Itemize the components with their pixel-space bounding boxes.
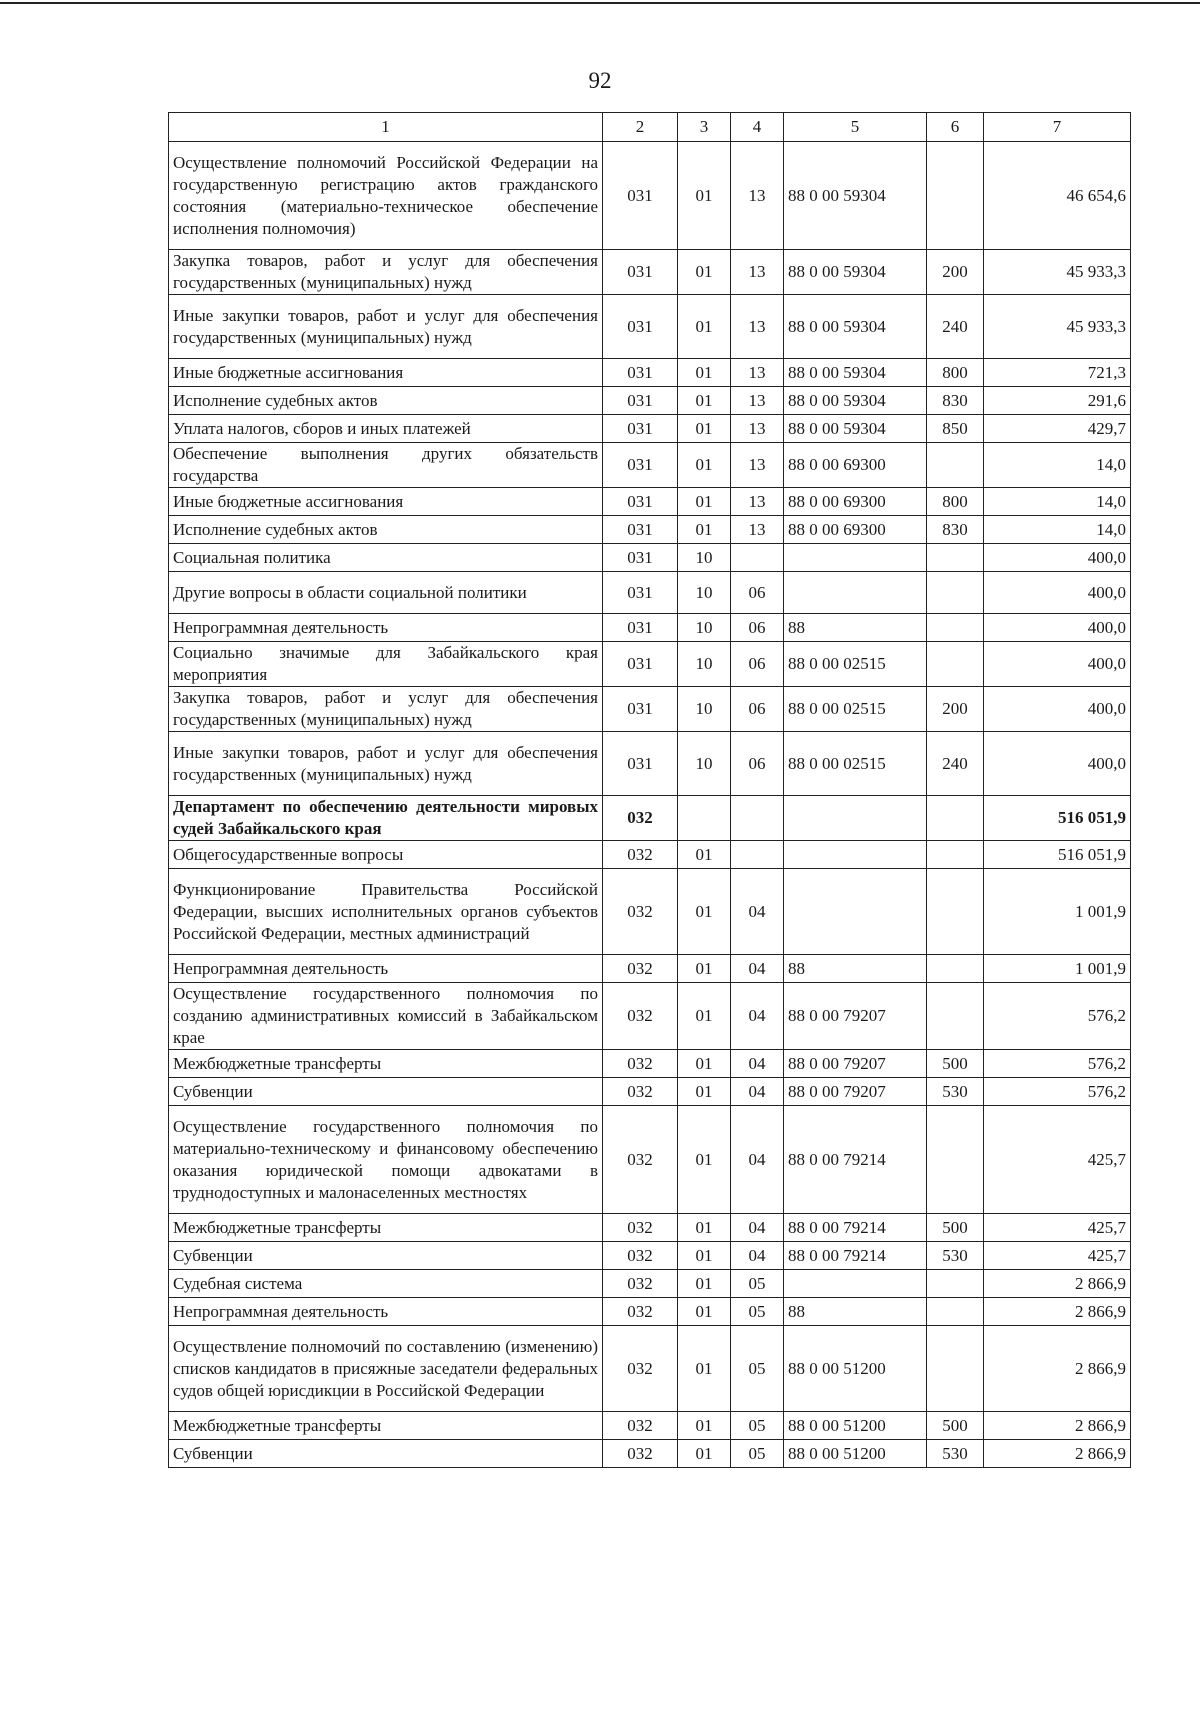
row-name-cell: Межбюджетные трансферты [169, 1214, 603, 1242]
row-name-cell: Исполнение судебных актов [169, 516, 603, 544]
section-code-cell: 01 [678, 516, 731, 544]
table-row [169, 869, 1131, 955]
target-article-cell [784, 1270, 927, 1298]
amount-cell: 291,6 [984, 387, 1131, 415]
section-code-cell: 01 [678, 443, 731, 488]
subsection-code-cell: 06 [731, 614, 784, 642]
expense-type-cell: 240 [927, 295, 984, 359]
amount-cell: 400,0 [984, 642, 1131, 687]
admin-code-cell: 032 [603, 1050, 678, 1078]
table-row [169, 1412, 1131, 1440]
budget-table [168, 112, 1131, 1468]
target-article-cell: 88 0 00 69300 [784, 443, 927, 488]
expense-type-cell: 530 [927, 1242, 984, 1270]
table-row [169, 1050, 1131, 1078]
section-code-cell: 01 [678, 142, 731, 250]
section-code-cell: 01 [678, 250, 731, 295]
subsection-code-cell: 06 [731, 642, 784, 687]
row-name-cell: Функционирование Правительства Российской Федерации, высших исполнительных органов субъектов Российской Федерации, местных администраций [169, 869, 603, 955]
amount-cell: 425,7 [984, 1106, 1131, 1214]
target-article-cell: 88 [784, 614, 927, 642]
table-row [169, 250, 1131, 295]
amount-cell: 429,7 [984, 415, 1131, 443]
amount-cell: 1 001,9 [984, 869, 1131, 955]
admin-code-cell: 031 [603, 250, 678, 295]
header-cell-7: 7 [984, 113, 1131, 142]
amount-cell: 576,2 [984, 1050, 1131, 1078]
target-article-cell: 88 0 00 59304 [784, 359, 927, 387]
section-code-cell: 01 [678, 359, 731, 387]
admin-code-cell: 032 [603, 869, 678, 955]
section-code-cell: 01 [678, 295, 731, 359]
section-code-cell: 01 [678, 1242, 731, 1270]
row-name-cell: Закупка товаров, работ и услуг для обеспечения государственных (муниципальных) нужд [169, 687, 603, 732]
table-row [169, 796, 1131, 841]
header-row [169, 113, 1131, 142]
admin-code-cell: 031 [603, 359, 678, 387]
amount-cell: 45 933,3 [984, 295, 1131, 359]
admin-code-cell: 031 [603, 142, 678, 250]
section-code-cell: 10 [678, 732, 731, 796]
target-article-cell: 88 0 00 59304 [784, 415, 927, 443]
section-code-cell [678, 796, 731, 841]
amount-cell: 46 654,6 [984, 142, 1131, 250]
table-row [169, 642, 1131, 687]
subsection-code-cell: 06 [731, 687, 784, 732]
table-row [169, 841, 1131, 869]
section-code-cell: 01 [678, 1078, 731, 1106]
table-row [169, 488, 1131, 516]
admin-code-cell: 031 [603, 687, 678, 732]
expense-type-cell: 240 [927, 732, 984, 796]
amount-cell: 400,0 [984, 687, 1131, 732]
expense-type-cell [927, 443, 984, 488]
row-name-cell: Другие вопросы в области социальной политики [169, 572, 603, 614]
admin-code-cell: 032 [603, 1242, 678, 1270]
target-article-cell: 88 0 00 59304 [784, 387, 927, 415]
expense-type-cell [927, 142, 984, 250]
target-article-cell: 88 0 00 02515 [784, 732, 927, 796]
subsection-code-cell: 13 [731, 250, 784, 295]
row-name-cell: Судебная система [169, 1270, 603, 1298]
subsection-code-cell: 05 [731, 1270, 784, 1298]
admin-code-cell: 031 [603, 544, 678, 572]
header-cell-4: 4 [731, 113, 784, 142]
row-name-cell: Иные закупки товаров, работ и услуг для обеспечения государственных (муниципальных) нужд [169, 295, 603, 359]
amount-cell: 400,0 [984, 732, 1131, 796]
target-article-cell: 88 0 00 02515 [784, 687, 927, 732]
row-name-cell: Иные бюджетные ассигнования [169, 359, 603, 387]
table-row [169, 1106, 1131, 1214]
subsection-code-cell [731, 544, 784, 572]
expense-type-cell [927, 642, 984, 687]
page-number: 92 [588, 68, 612, 93]
table-row [169, 732, 1131, 796]
subsection-code-cell: 05 [731, 1298, 784, 1326]
expense-type-cell [927, 544, 984, 572]
admin-code-cell: 032 [603, 1270, 678, 1298]
amount-cell: 721,3 [984, 359, 1131, 387]
row-name-cell: Иные бюджетные ассигнования [169, 488, 603, 516]
section-code-cell: 01 [678, 1440, 731, 1468]
subsection-code-cell: 05 [731, 1412, 784, 1440]
table-row [169, 1214, 1131, 1242]
admin-code-cell: 031 [603, 295, 678, 359]
subsection-code-cell: 13 [731, 295, 784, 359]
row-name-cell: Закупка товаров, работ и услуг для обеспечения государственных (муниципальных) нужд [169, 250, 603, 295]
target-article-cell: 88 0 00 51200 [784, 1412, 927, 1440]
target-article-cell: 88 0 00 02515 [784, 642, 927, 687]
section-code-cell: 01 [678, 1326, 731, 1412]
subsection-code-cell: 13 [731, 415, 784, 443]
expense-type-cell: 500 [927, 1050, 984, 1078]
amount-cell: 2 866,9 [984, 1440, 1131, 1468]
subsection-code-cell: 04 [731, 1106, 784, 1214]
subsection-code-cell: 13 [731, 516, 784, 544]
admin-code-cell: 032 [603, 841, 678, 869]
subsection-code-cell: 05 [731, 1440, 784, 1468]
admin-code-cell: 032 [603, 1326, 678, 1412]
amount-cell: 400,0 [984, 544, 1131, 572]
expense-type-cell [927, 1106, 984, 1214]
target-article-cell: 88 0 00 51200 [784, 1326, 927, 1412]
subsection-code-cell: 13 [731, 142, 784, 250]
header-cell-2: 2 [603, 113, 678, 142]
admin-code-cell: 031 [603, 614, 678, 642]
admin-code-cell: 032 [603, 1078, 678, 1106]
row-name-cell: Межбюджетные трансферты [169, 1412, 603, 1440]
table-row [169, 142, 1131, 250]
subsection-code-cell: 04 [731, 1050, 784, 1078]
expense-type-cell [927, 796, 984, 841]
expense-type-cell: 800 [927, 359, 984, 387]
section-code-cell: 01 [678, 955, 731, 983]
expense-type-cell: 530 [927, 1440, 984, 1468]
amount-cell: 2 866,9 [984, 1298, 1131, 1326]
amount-cell: 400,0 [984, 572, 1131, 614]
row-name-cell: Социальная политика [169, 544, 603, 572]
header-cell-3: 3 [678, 113, 731, 142]
amount-cell: 400,0 [984, 614, 1131, 642]
target-article-cell: 88 0 00 79207 [784, 1078, 927, 1106]
expense-type-cell [927, 572, 984, 614]
admin-code-cell: 032 [603, 1298, 678, 1326]
row-name-cell: Социально значимые для Забайкальского края мероприятия [169, 642, 603, 687]
admin-code-cell: 032 [603, 1412, 678, 1440]
expense-type-cell [927, 841, 984, 869]
amount-cell: 516 051,9 [984, 841, 1131, 869]
target-article-cell [784, 796, 927, 841]
table-row [169, 359, 1131, 387]
subsection-code-cell: 13 [731, 488, 784, 516]
section-code-cell: 01 [678, 1298, 731, 1326]
top-rule [0, 2, 1200, 4]
amount-cell: 2 866,9 [984, 1412, 1131, 1440]
admin-code-cell: 031 [603, 572, 678, 614]
amount-cell: 14,0 [984, 516, 1131, 544]
amount-cell: 576,2 [984, 1078, 1131, 1106]
row-name-cell: Субвенции [169, 1440, 603, 1468]
amount-cell: 14,0 [984, 443, 1131, 488]
table-row [169, 687, 1131, 732]
section-code-cell: 01 [678, 387, 731, 415]
table-row [169, 1440, 1131, 1468]
target-article-cell: 88 0 00 69300 [784, 516, 927, 544]
expense-type-cell [927, 955, 984, 983]
expense-type-cell: 530 [927, 1078, 984, 1106]
table-row [169, 1242, 1131, 1270]
section-code-cell: 01 [678, 1106, 731, 1214]
admin-code-cell: 032 [603, 1214, 678, 1242]
target-article-cell: 88 [784, 955, 927, 983]
section-code-cell: 10 [678, 642, 731, 687]
target-article-cell: 88 0 00 79207 [784, 1050, 927, 1078]
subsection-code-cell: 04 [731, 983, 784, 1050]
target-article-cell: 88 0 00 79214 [784, 1214, 927, 1242]
budget-table-body [169, 113, 1131, 1468]
header-cell-5: 5 [784, 113, 927, 142]
subsection-code-cell: 04 [731, 955, 784, 983]
section-code-cell: 01 [678, 488, 731, 516]
section-code-cell: 01 [678, 1214, 731, 1242]
table-row [169, 544, 1131, 572]
target-article-cell: 88 0 00 79214 [784, 1242, 927, 1270]
target-article-cell: 88 0 00 79214 [784, 1106, 927, 1214]
amount-cell: 516 051,9 [984, 796, 1131, 841]
section-code-cell: 01 [678, 1270, 731, 1298]
admin-code-cell: 032 [603, 1440, 678, 1468]
target-article-cell [784, 572, 927, 614]
admin-code-cell: 031 [603, 443, 678, 488]
row-name-cell: Межбюджетные трансферты [169, 1050, 603, 1078]
subsection-code-cell: 06 [731, 572, 784, 614]
expense-type-cell: 500 [927, 1214, 984, 1242]
row-name-cell: Осуществление государственного полномочия по материально-техническому и финансовому обеспечению оказания юридической помощи адвокатами в труднодоступных и малонаселенных местностях [169, 1106, 603, 1214]
expense-type-cell: 830 [927, 387, 984, 415]
expense-type-cell: 830 [927, 516, 984, 544]
subsection-code-cell: 13 [731, 387, 784, 415]
table-row [169, 295, 1131, 359]
section-code-cell: 01 [678, 869, 731, 955]
subsection-code-cell: 04 [731, 1078, 784, 1106]
table-row [169, 443, 1131, 488]
table-row [169, 572, 1131, 614]
target-article-cell: 88 0 00 79207 [784, 983, 927, 1050]
subsection-code-cell: 04 [731, 1214, 784, 1242]
target-article-cell: 88 [784, 1298, 927, 1326]
section-code-cell: 01 [678, 415, 731, 443]
section-code-cell: 01 [678, 1412, 731, 1440]
row-name-cell: Исполнение судебных актов [169, 387, 603, 415]
amount-cell: 425,7 [984, 1214, 1131, 1242]
admin-code-cell: 032 [603, 983, 678, 1050]
subsection-code-cell: 06 [731, 732, 784, 796]
amount-cell: 1 001,9 [984, 955, 1131, 983]
table-row [169, 1298, 1131, 1326]
section-code-cell: 01 [678, 983, 731, 1050]
header-cell-1: 1 [169, 113, 603, 142]
target-article-cell [784, 544, 927, 572]
row-name-cell: Субвенции [169, 1078, 603, 1106]
table-row [169, 955, 1131, 983]
row-name-cell: Осуществление государственного полномочия по созданию административных комиссий в Забайкальском крае [169, 983, 603, 1050]
row-name-cell: Субвенции [169, 1242, 603, 1270]
table-row [169, 415, 1131, 443]
row-name-cell: Уплата налогов, сборов и иных платежей [169, 415, 603, 443]
admin-code-cell: 031 [603, 415, 678, 443]
row-name-cell: Непрограммная деятельность [169, 1298, 603, 1326]
admin-code-cell: 032 [603, 955, 678, 983]
admin-code-cell: 032 [603, 796, 678, 841]
section-code-cell: 01 [678, 1050, 731, 1078]
target-article-cell [784, 869, 927, 955]
amount-cell: 2 866,9 [984, 1326, 1131, 1412]
expense-type-cell [927, 1270, 984, 1298]
row-name-cell: Непрограммная деятельность [169, 955, 603, 983]
subsection-code-cell: 04 [731, 869, 784, 955]
amount-cell: 45 933,3 [984, 250, 1131, 295]
admin-code-cell: 031 [603, 488, 678, 516]
expense-type-cell [927, 1326, 984, 1412]
admin-code-cell: 031 [603, 732, 678, 796]
expense-type-cell [927, 983, 984, 1050]
admin-code-cell: 031 [603, 642, 678, 687]
row-name-cell: Непрограммная деятельность [169, 614, 603, 642]
row-name-cell: Департамент по обеспечению деятельности мировых судей Забайкальского края [169, 796, 603, 841]
amount-cell: 2 866,9 [984, 1270, 1131, 1298]
expense-type-cell [927, 1298, 984, 1326]
table-row [169, 614, 1131, 642]
header-cell-6: 6 [927, 113, 984, 142]
section-code-cell: 10 [678, 544, 731, 572]
table-row [169, 387, 1131, 415]
expense-type-cell: 200 [927, 687, 984, 732]
amount-cell: 14,0 [984, 488, 1131, 516]
table-row [169, 1326, 1131, 1412]
row-name-cell: Обеспечение выполнения других обязательств государства [169, 443, 603, 488]
subsection-code-cell: 05 [731, 1326, 784, 1412]
expense-type-cell: 850 [927, 415, 984, 443]
target-article-cell: 88 0 00 69300 [784, 488, 927, 516]
section-code-cell: 10 [678, 614, 731, 642]
target-article-cell: 88 0 00 59304 [784, 142, 927, 250]
target-article-cell: 88 0 00 59304 [784, 295, 927, 359]
row-name-cell: Общегосударственные вопросы [169, 841, 603, 869]
subsection-code-cell [731, 841, 784, 869]
table-row [169, 983, 1131, 1050]
row-name-cell: Осуществление полномочий по составлению (изменению) списков кандидатов в присяжные заседатели федеральных судов общей юрисдикции в Российской Федерации [169, 1326, 603, 1412]
subsection-code-cell: 13 [731, 359, 784, 387]
admin-code-cell: 032 [603, 1106, 678, 1214]
row-name-cell: Иные закупки товаров, работ и услуг для обеспечения государственных (муниципальных) нужд [169, 732, 603, 796]
amount-cell: 425,7 [984, 1242, 1131, 1270]
section-code-cell: 01 [678, 841, 731, 869]
target-article-cell [784, 841, 927, 869]
table-row [169, 516, 1131, 544]
subsection-code-cell: 04 [731, 1242, 784, 1270]
section-code-cell: 10 [678, 572, 731, 614]
table-row [169, 1078, 1131, 1106]
row-name-cell: Осуществление полномочий Российской Федерации на государственную регистрацию актов гражданского состояния (материально-техническое обеспечение исполнения полномочия) [169, 142, 603, 250]
expense-type-cell: 800 [927, 488, 984, 516]
admin-code-cell: 031 [603, 516, 678, 544]
target-article-cell: 88 0 00 51200 [784, 1440, 927, 1468]
table-row [169, 1270, 1131, 1298]
section-code-cell: 10 [678, 687, 731, 732]
expense-type-cell: 500 [927, 1412, 984, 1440]
amount-cell: 576,2 [984, 983, 1131, 1050]
target-article-cell: 88 0 00 59304 [784, 250, 927, 295]
expense-type-cell [927, 614, 984, 642]
subsection-code-cell: 13 [731, 443, 784, 488]
expense-type-cell: 200 [927, 250, 984, 295]
subsection-code-cell [731, 796, 784, 841]
admin-code-cell: 031 [603, 387, 678, 415]
expense-type-cell [927, 869, 984, 955]
